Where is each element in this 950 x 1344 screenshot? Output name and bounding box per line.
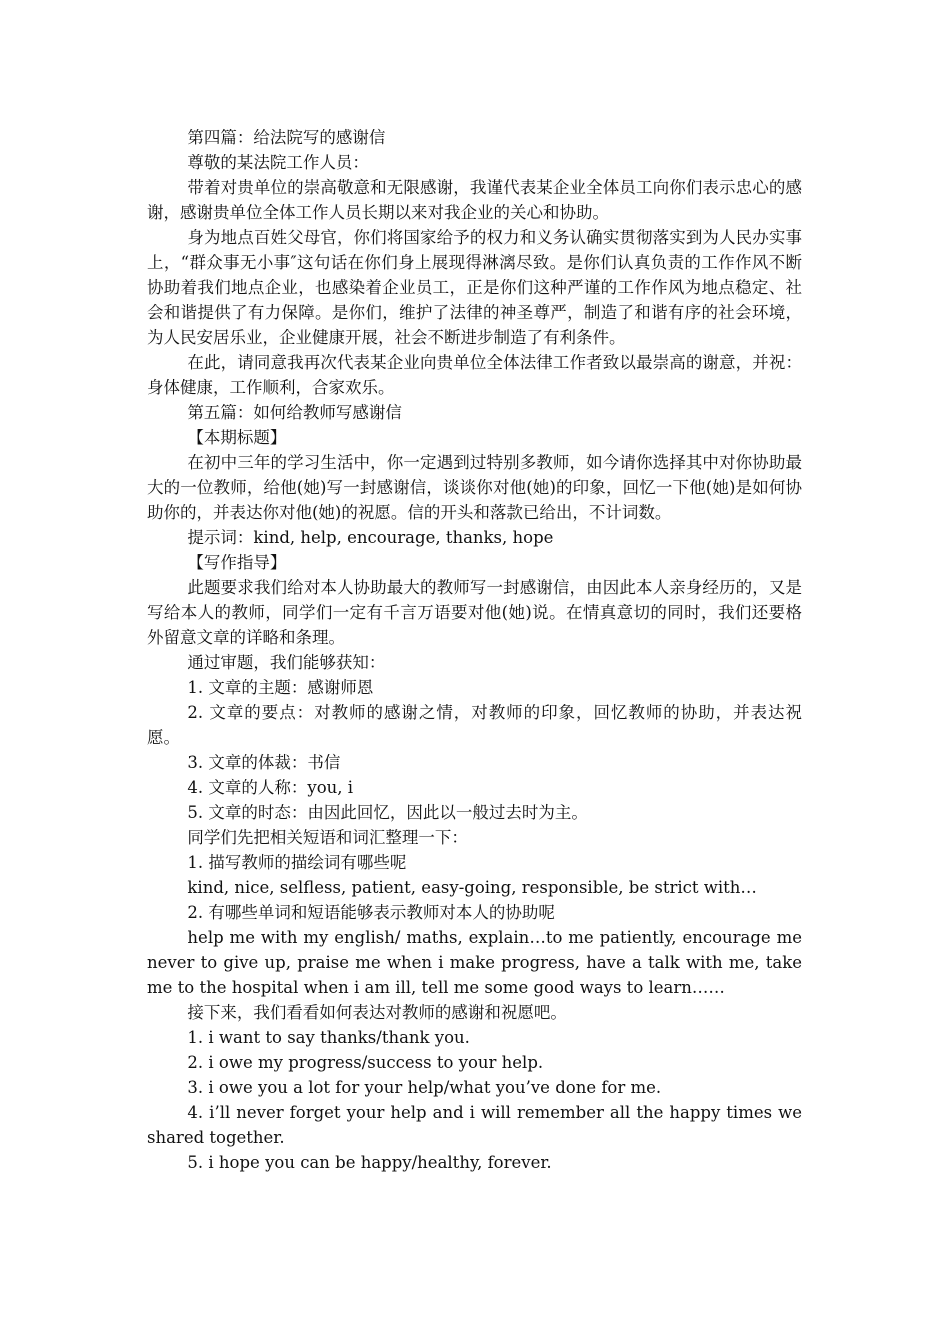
paragraph: 此题要求我们给对本人协助最大的教师写一封感谢信，由因此本人亲身经历的，又是写给本人的教师，同学们一定有千言万语要对他(她)说。在情真意切的同时，我们还要格外留意文章的详略和条理。 (147, 578, 802, 647)
list-item: 3. i owe you a lot for your help/what you’ve done for me. (187, 1078, 662, 1097)
list-item: 2. 文章的要点：对教师的感谢之情，对教师的印象，回忆教师的协助，并表达祝愿。 (147, 703, 802, 747)
list-item: 4. 文章的人称：you, i (187, 778, 354, 797)
paragraph: help me with my english/ maths, explain…to me patiently, encourage me never to give up, praise me when i make progress, have a talk with me, take me to the hospital when i am ill, tell me some good ways to learn…… (147, 928, 802, 997)
paragraph: 同学们先把相关短语和词汇整理一下： (187, 828, 468, 847)
paragraph: 通过审题，我们能够获知： (187, 653, 386, 672)
paragraph: 带着对贵单位的崇高敬意和无限感谢，我谨代表某企业全体员工向你们表示忠心的感谢，感谢贵单位全体工作人员长期以来对我企业的关心和协助。 (147, 178, 802, 222)
list-item: 2. 有哪些单词和短语能够表示教师对本人的协助呢 (187, 903, 555, 922)
hint-words: 提示词：kind, help, encourage, thanks, hope (187, 528, 554, 547)
list-item: 5. 文章的时态：由因此回忆，因此以一般过去时为主。 (187, 803, 588, 822)
list-item: 5. i hope you can be happy/healthy, forever. (187, 1153, 552, 1172)
document-body (147, 125, 802, 1175)
list-item: 2. i owe my progress/success to your help. (187, 1053, 544, 1072)
list-item: 1. i want to say thanks/thank you. (187, 1028, 470, 1047)
list-item: 1. 描写教师的描绘词有哪些呢 (187, 853, 407, 872)
paragraph: 在此，请同意我再次代表某企业向贵单位全体法律工作者致以最崇高的谢意，并祝：身体健康，工作顺利，合家欢乐。 (147, 353, 802, 397)
list-item: 4. i’ll never forget your help and i will remember all the happy times we shared together. (147, 1103, 802, 1147)
subheading-title: 【本期标题】 (187, 428, 287, 447)
section-heading-5: 第五篇：如何给教师写感谢信 (187, 403, 402, 422)
paragraph: kind, nice, selfless, patient, easy-going, responsible, be strict with… (187, 878, 757, 897)
paragraph: 接下来，我们看看如何表达对教师的感谢和祝愿吧。 (187, 1003, 567, 1022)
salutation: 尊敬的某法院工作人员： (187, 153, 369, 172)
paragraph: 在初中三年的学习生活中，你一定遇到过特别多教师，如今请你选择其中对你协助最大的一位教师，给他(她)写一封感谢信，谈谈你对他(她)的印象，回忆一下他(她)是如何协助你的，并表达你对他(她)的祝愿。信的开头和落款已给出，不计词数。 (147, 453, 802, 522)
list-item: 3. 文章的体裁：书信 (187, 753, 341, 772)
subheading-guidance: 【写作指导】 (187, 553, 287, 572)
section-heading-4: 第四篇：给法院写的感谢信 (187, 128, 386, 147)
paragraph: 身为地点百姓父母官，你们将国家给予的权力和义务认确实贯彻落实到为人民办实事上，“群众事无小事″这句话在你们身上展现得淋漓尽致。是你们认真负责的工作作风不断协助着我们地点企业，也感染着企业员工，正是你们这种严谨的工作作风为地点稳定、社会和谐提供了有力保障。是你们，维护了法律的神圣尊严，制造了和谐有序的社会环境，为人民安居乐业，企业健康开展，社会不断进步制造了有利条件。 (147, 228, 802, 347)
list-item: 1. 文章的主题：感谢师恩 (187, 678, 374, 697)
